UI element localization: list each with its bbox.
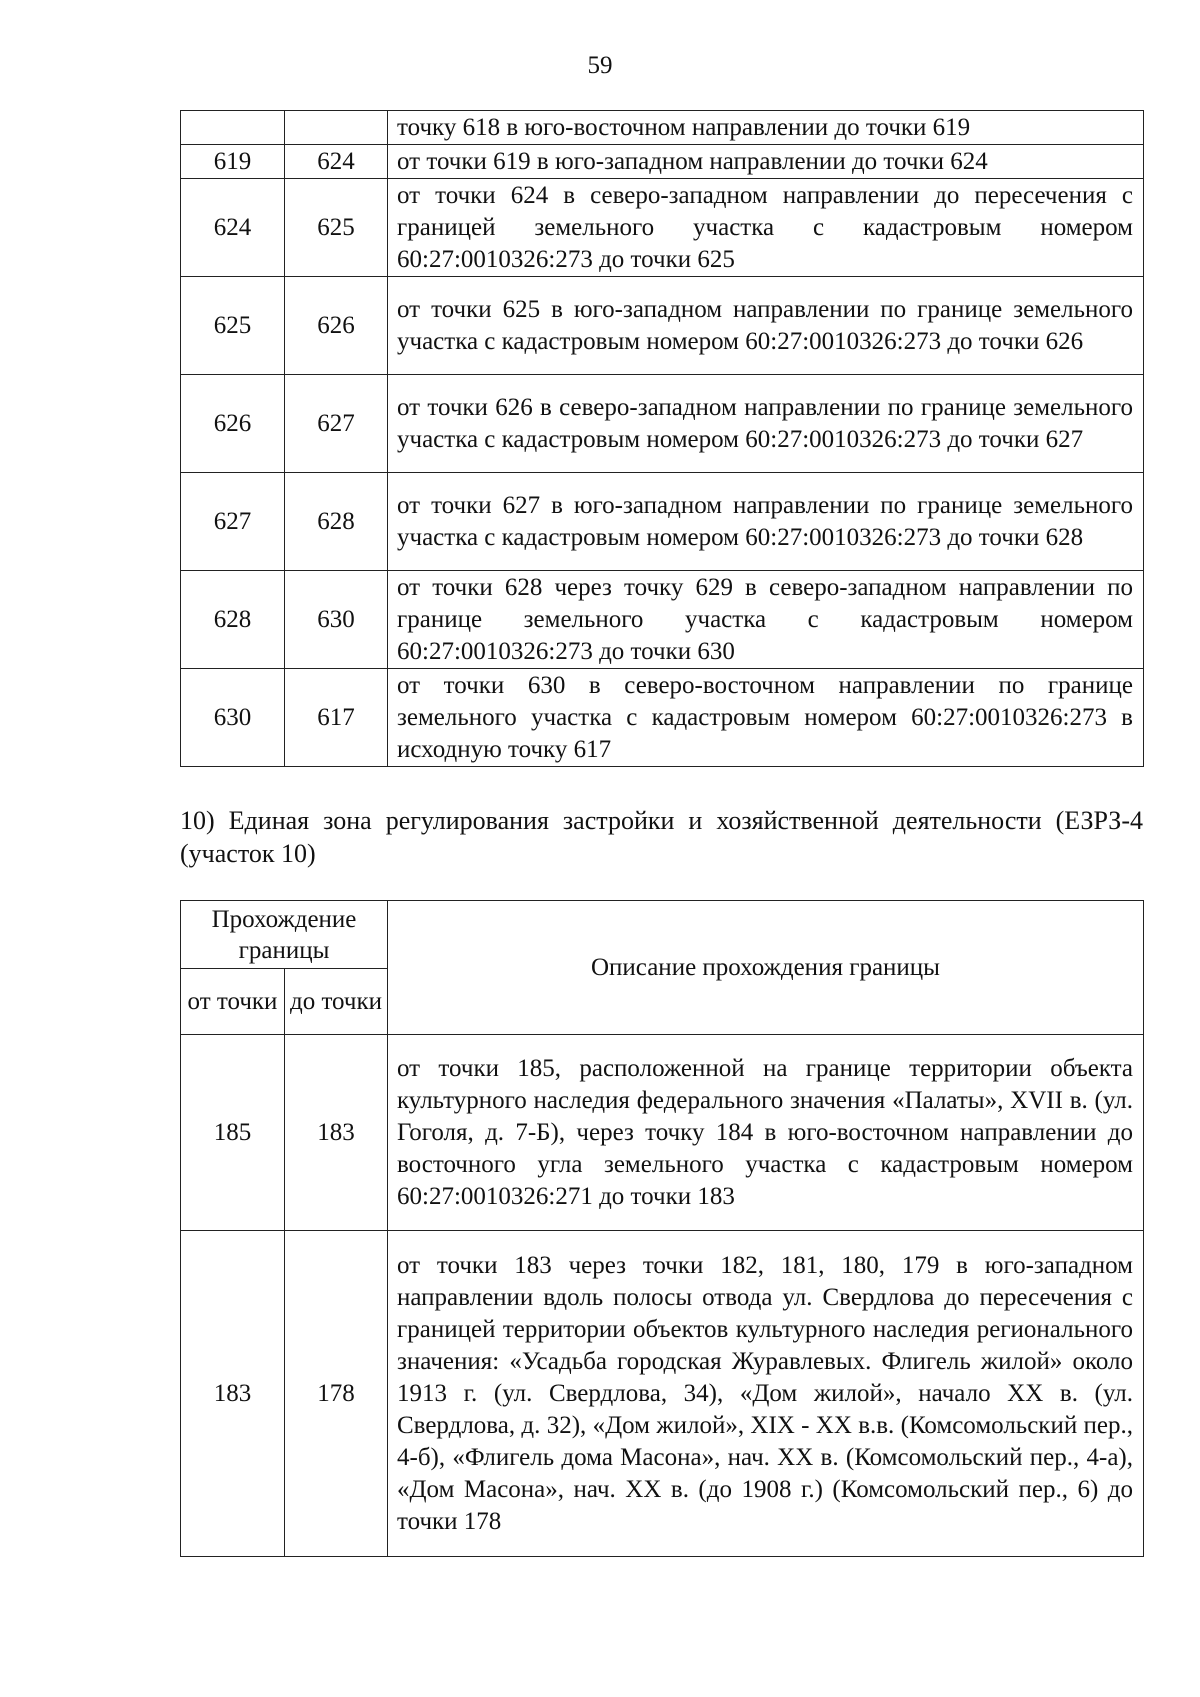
boundary-table-continued	[180, 110, 1144, 767]
description-cell: от точки 619 в юго-западном направлении до точки 624	[388, 145, 1144, 179]
description-cell: от точки 183 через точки 182, 181, 180, 179 в юго-западном направлении вдоль полосы отвода ул. Свердлова до пересечения с границей территории объектов культурного наследия регионального значения: «Усадьба городская Журавлевых. Флигель жилой» около 1913 г. (ул. Свердлова, 34), «Дом жилой», начало XX в. (ул. Свердлова, д. 32), «Дом жилой», XIX - XX в.в. (Комсомольский пер., 4-б), «Флигель дома Масона», нач. XX в. (Комсомольский пер., 4-а), «Дом Масона», нач. XX в. (до 1908 г.) (Комсомольский пер., 6) до точки 178	[388, 1231, 1144, 1557]
from-point-cell: 625	[181, 277, 285, 375]
from-point-cell	[181, 111, 285, 145]
boundary-table-ezrz4	[180, 900, 1144, 1557]
to-point-cell: 626	[285, 277, 388, 375]
description-cell: от точки 626 в северо-западном направлении по границе земельного участка с кадастровым номером 60:27:0010326:273 до точки 627	[388, 375, 1144, 473]
description-cell: от точки 625 в юго-западном направлении по границе земельного участка с кадастровым номером 60:27:0010326:273 до точки 626	[388, 277, 1144, 375]
table-row	[181, 375, 1144, 473]
from-point-cell: 183	[181, 1231, 285, 1557]
table-row	[181, 111, 1144, 145]
description-cell: от точки 185, расположенной на границе территории объекта культурного наследия федерального значения «Палаты», XVII в. (ул. Гоголя, д. 7-Б), через точку 184 в юго-восточном направлении до восточного угла земельного участка с кадастровым номером 60:27:0010326:271 до точки 183	[388, 1035, 1144, 1231]
table-row	[181, 277, 1144, 375]
table-row	[181, 179, 1144, 277]
header-passage: Прохождение границы	[181, 901, 388, 969]
header-to-point: до точки	[285, 969, 388, 1035]
section-title: 10) Единая зона регулирования застройки и хозяйственной деятельности (ЕЗРЗ-4 (участок 10)	[180, 806, 1143, 868]
to-point-cell: 178	[285, 1231, 388, 1557]
table-row	[181, 669, 1144, 767]
header-description: Описание прохождения границы	[388, 901, 1144, 1035]
from-point-cell: 185	[181, 1035, 285, 1231]
table-row	[181, 1231, 1144, 1557]
to-point-cell: 630	[285, 571, 388, 669]
to-point-cell	[285, 111, 388, 145]
from-point-cell: 624	[181, 179, 285, 277]
description-cell: от точки 624 в северо-западном направлении до пересечения с границей земельного участка с кадастровым номером 60:27:0010326:273 до точки 625	[388, 179, 1144, 277]
table-row	[181, 571, 1144, 669]
page-number: 59	[587, 52, 613, 79]
description-cell: от точки 628 через точку 629 в северо-западном направлении по границе земельного участка с кадастровым номером 60:27:0010326:273 до точки 630	[388, 571, 1144, 669]
to-point-cell: 624	[285, 145, 388, 179]
table-row	[181, 473, 1144, 571]
to-point-cell: 617	[285, 669, 388, 767]
from-point-cell: 627	[181, 473, 285, 571]
to-point-cell: 627	[285, 375, 388, 473]
description-cell: от точки 630 в северо-восточном направлении по границе земельного участка с кадастровым номером 60:27:0010326:273 в исходную точку 617	[388, 669, 1144, 767]
from-point-cell: 628	[181, 571, 285, 669]
to-point-cell: 628	[285, 473, 388, 571]
table-row	[181, 1035, 1144, 1231]
from-point-cell: 626	[181, 375, 285, 473]
description-cell: от точки 627 в юго-западном направлении по границе земельного участка с кадастровым номером 60:27:0010326:273 до точки 628	[388, 473, 1144, 571]
from-point-cell: 619	[181, 145, 285, 179]
to-point-cell: 625	[285, 179, 388, 277]
table-row	[181, 145, 1144, 179]
from-point-cell: 630	[181, 669, 285, 767]
header-from-point: от точки	[181, 969, 285, 1035]
to-point-cell: 183	[285, 1035, 388, 1231]
description-cell: точку 618 в юго-восточном направлении до точки 619	[388, 111, 1144, 145]
